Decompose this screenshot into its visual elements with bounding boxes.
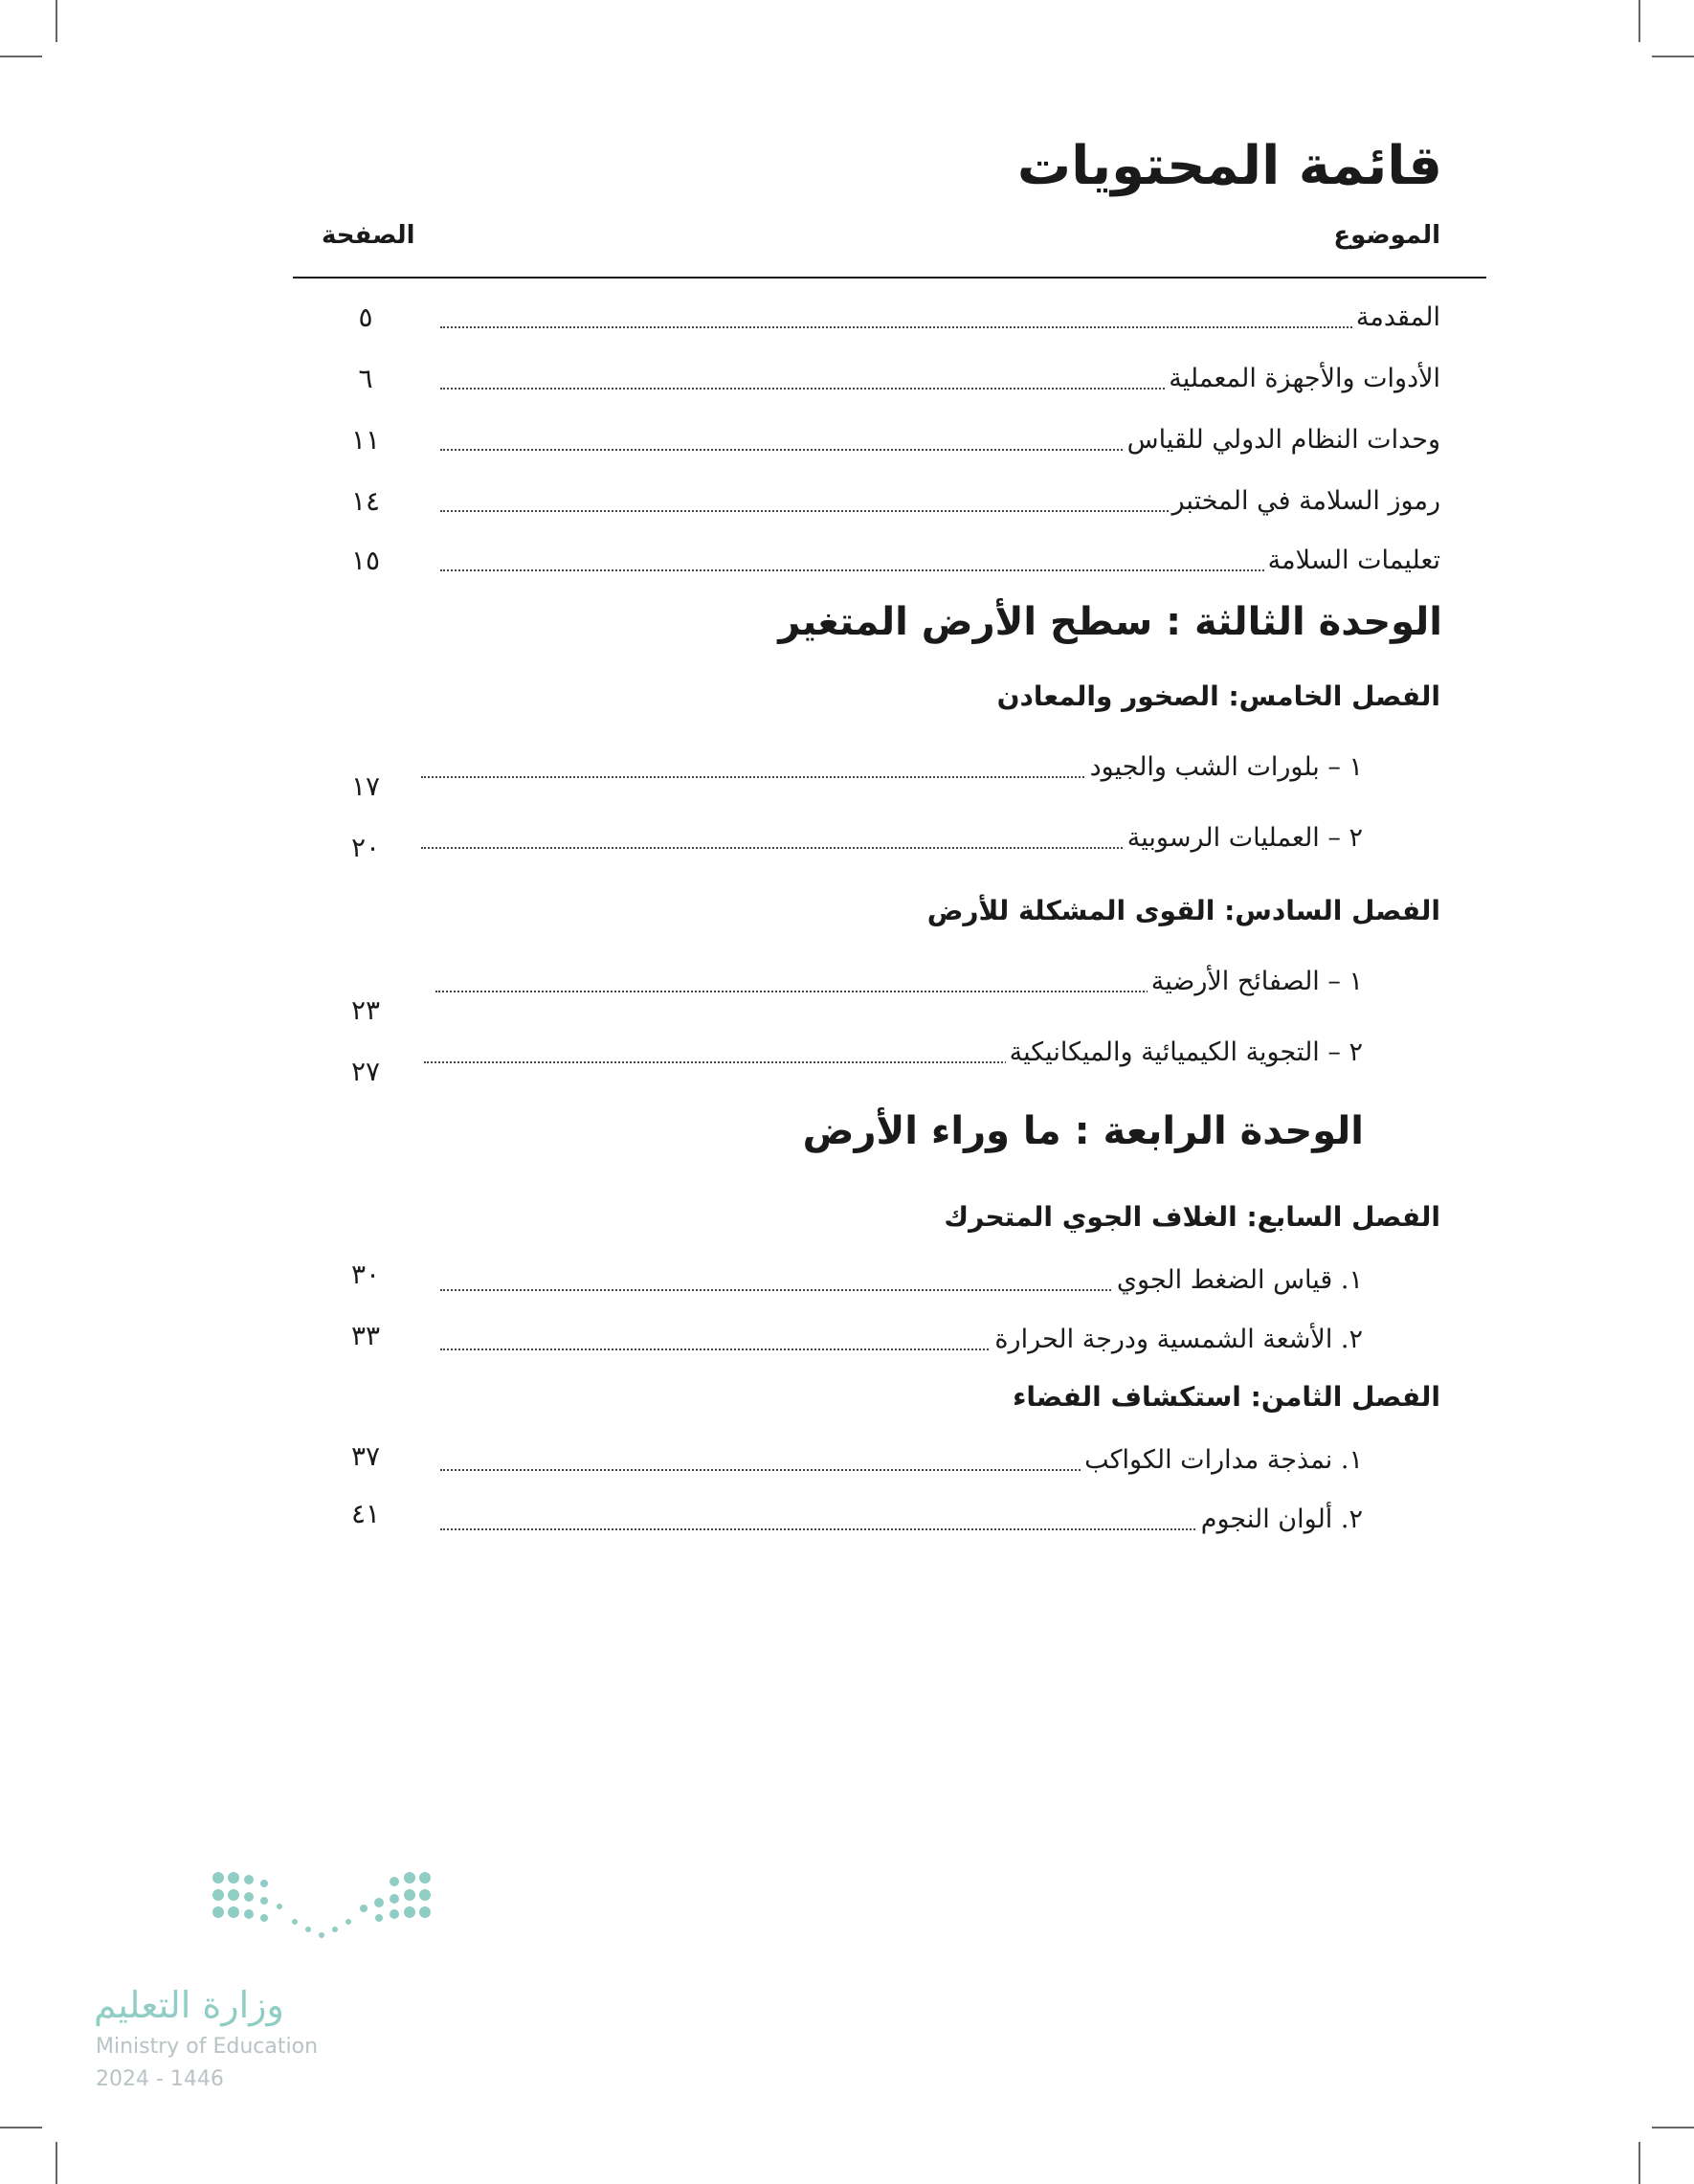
toc-entry <box>0 419 1694 461</box>
toc-entry-label: ٢ – العمليات الرسوبية <box>1124 817 1363 859</box>
crop-mark <box>1638 2142 1640 2184</box>
toc-entry-page: ٢٣ <box>350 994 381 1026</box>
crop-mark <box>56 2142 57 2184</box>
crop-mark <box>0 2127 42 2128</box>
page-column-header: الصفحة <box>322 221 415 250</box>
chapter-heading: الفصل الخامس: الصخور والمعادن <box>996 680 1440 712</box>
toc-entry-page: ٥ <box>358 301 373 333</box>
chapter-heading: الفصل الثامن: استكشاف الفضاء <box>1013 1381 1440 1413</box>
toc-entry <box>0 747 1694 802</box>
toc-entry-label: ١ – الصفائح الأرضية <box>1148 961 1363 1003</box>
toc-entry-label: ٢. الأشعة الشمسية ودرجة الحرارة <box>991 1319 1363 1361</box>
unit-heading: الوحدة الرابعة : ما وراء الأرض <box>802 1109 1364 1153</box>
toc-entry-page: ١٧ <box>350 770 381 802</box>
chapter-heading: الفصل السادس: القوى المشكلة للأرض <box>926 895 1440 926</box>
toc-entry-label: رموز السلامة في المختبر <box>1169 480 1440 523</box>
toc-entry <box>0 1319 1694 1361</box>
logo-english-text: Ministry of Education <box>96 2035 319 2059</box>
toc-entry <box>0 480 1694 523</box>
toc-entry-label: الأدوات والأجهزة المعملية <box>1165 358 1440 400</box>
logo-arabic-text: وزارة التعليم <box>94 1984 284 2026</box>
toc-entry-label: ٢ – التجوية الكيميائية والميكانيكية <box>1006 1032 1363 1074</box>
toc-entry <box>0 1499 1694 1541</box>
chapter-heading: الفصل السابع: الغلاف الجوي المتحرك <box>944 1201 1440 1233</box>
crop-mark <box>1638 0 1640 42</box>
toc-entry-label: ١. قياس الضغط الجوي <box>1113 1259 1363 1302</box>
toc-entry-page: ٣٠ <box>350 1259 381 1290</box>
toc-entry-label: ٢. ألوان النجوم <box>1197 1499 1363 1541</box>
topic-column-header: الموضوع <box>1333 221 1440 250</box>
toc-entry <box>0 1439 1694 1482</box>
toc-entry-label: ١ – بلورات الشب والجيود <box>1086 747 1363 789</box>
logo-dots-icon <box>209 1866 448 1962</box>
toc-entry-page: ٤١ <box>350 1498 381 1529</box>
toc-entry-page: ٣٧ <box>350 1440 381 1472</box>
unit-heading: الوحدة الثالثة : سطح الأرض المتغير <box>778 600 1442 644</box>
toc-entry-page: ٣٣ <box>350 1320 381 1351</box>
logo-year-text: 2024 - 1446 <box>96 2067 224 2091</box>
toc-entry <box>0 961 1694 1026</box>
toc-entry <box>0 1259 1694 1302</box>
crop-mark <box>56 0 57 42</box>
dot-leader <box>440 326 1440 328</box>
page-title: قائمة المحتويات <box>1016 135 1442 197</box>
toc-entry <box>0 540 1694 582</box>
toc-entry <box>0 817 1694 863</box>
toc-entry-page: ٦ <box>358 363 373 394</box>
toc-entry-page: ٢٧ <box>350 1056 381 1087</box>
toc-entry <box>0 297 1694 339</box>
toc-entry-page: ١١ <box>350 424 381 456</box>
toc-entry-page: ١٤ <box>350 485 381 517</box>
header-divider <box>293 277 1486 279</box>
toc-entry-label: ١. نمذجة مدارات الكواكب <box>1081 1439 1363 1482</box>
toc-entry <box>0 1032 1694 1087</box>
crop-mark <box>0 56 42 57</box>
toc-entry-page: ٢٠ <box>350 832 381 863</box>
crop-mark <box>1652 56 1694 57</box>
crop-mark <box>1652 2127 1694 2128</box>
toc-entry-label: وحدات النظام الدولي للقياس <box>1124 419 1440 461</box>
ministry-logo <box>94 1866 457 2091</box>
toc-entry <box>0 358 1694 400</box>
toc-entry-label: المقدمة <box>1352 297 1440 339</box>
toc-entry-label: تعليمات السلامة <box>1264 540 1440 582</box>
toc-entry-page: ١٥ <box>350 545 381 576</box>
